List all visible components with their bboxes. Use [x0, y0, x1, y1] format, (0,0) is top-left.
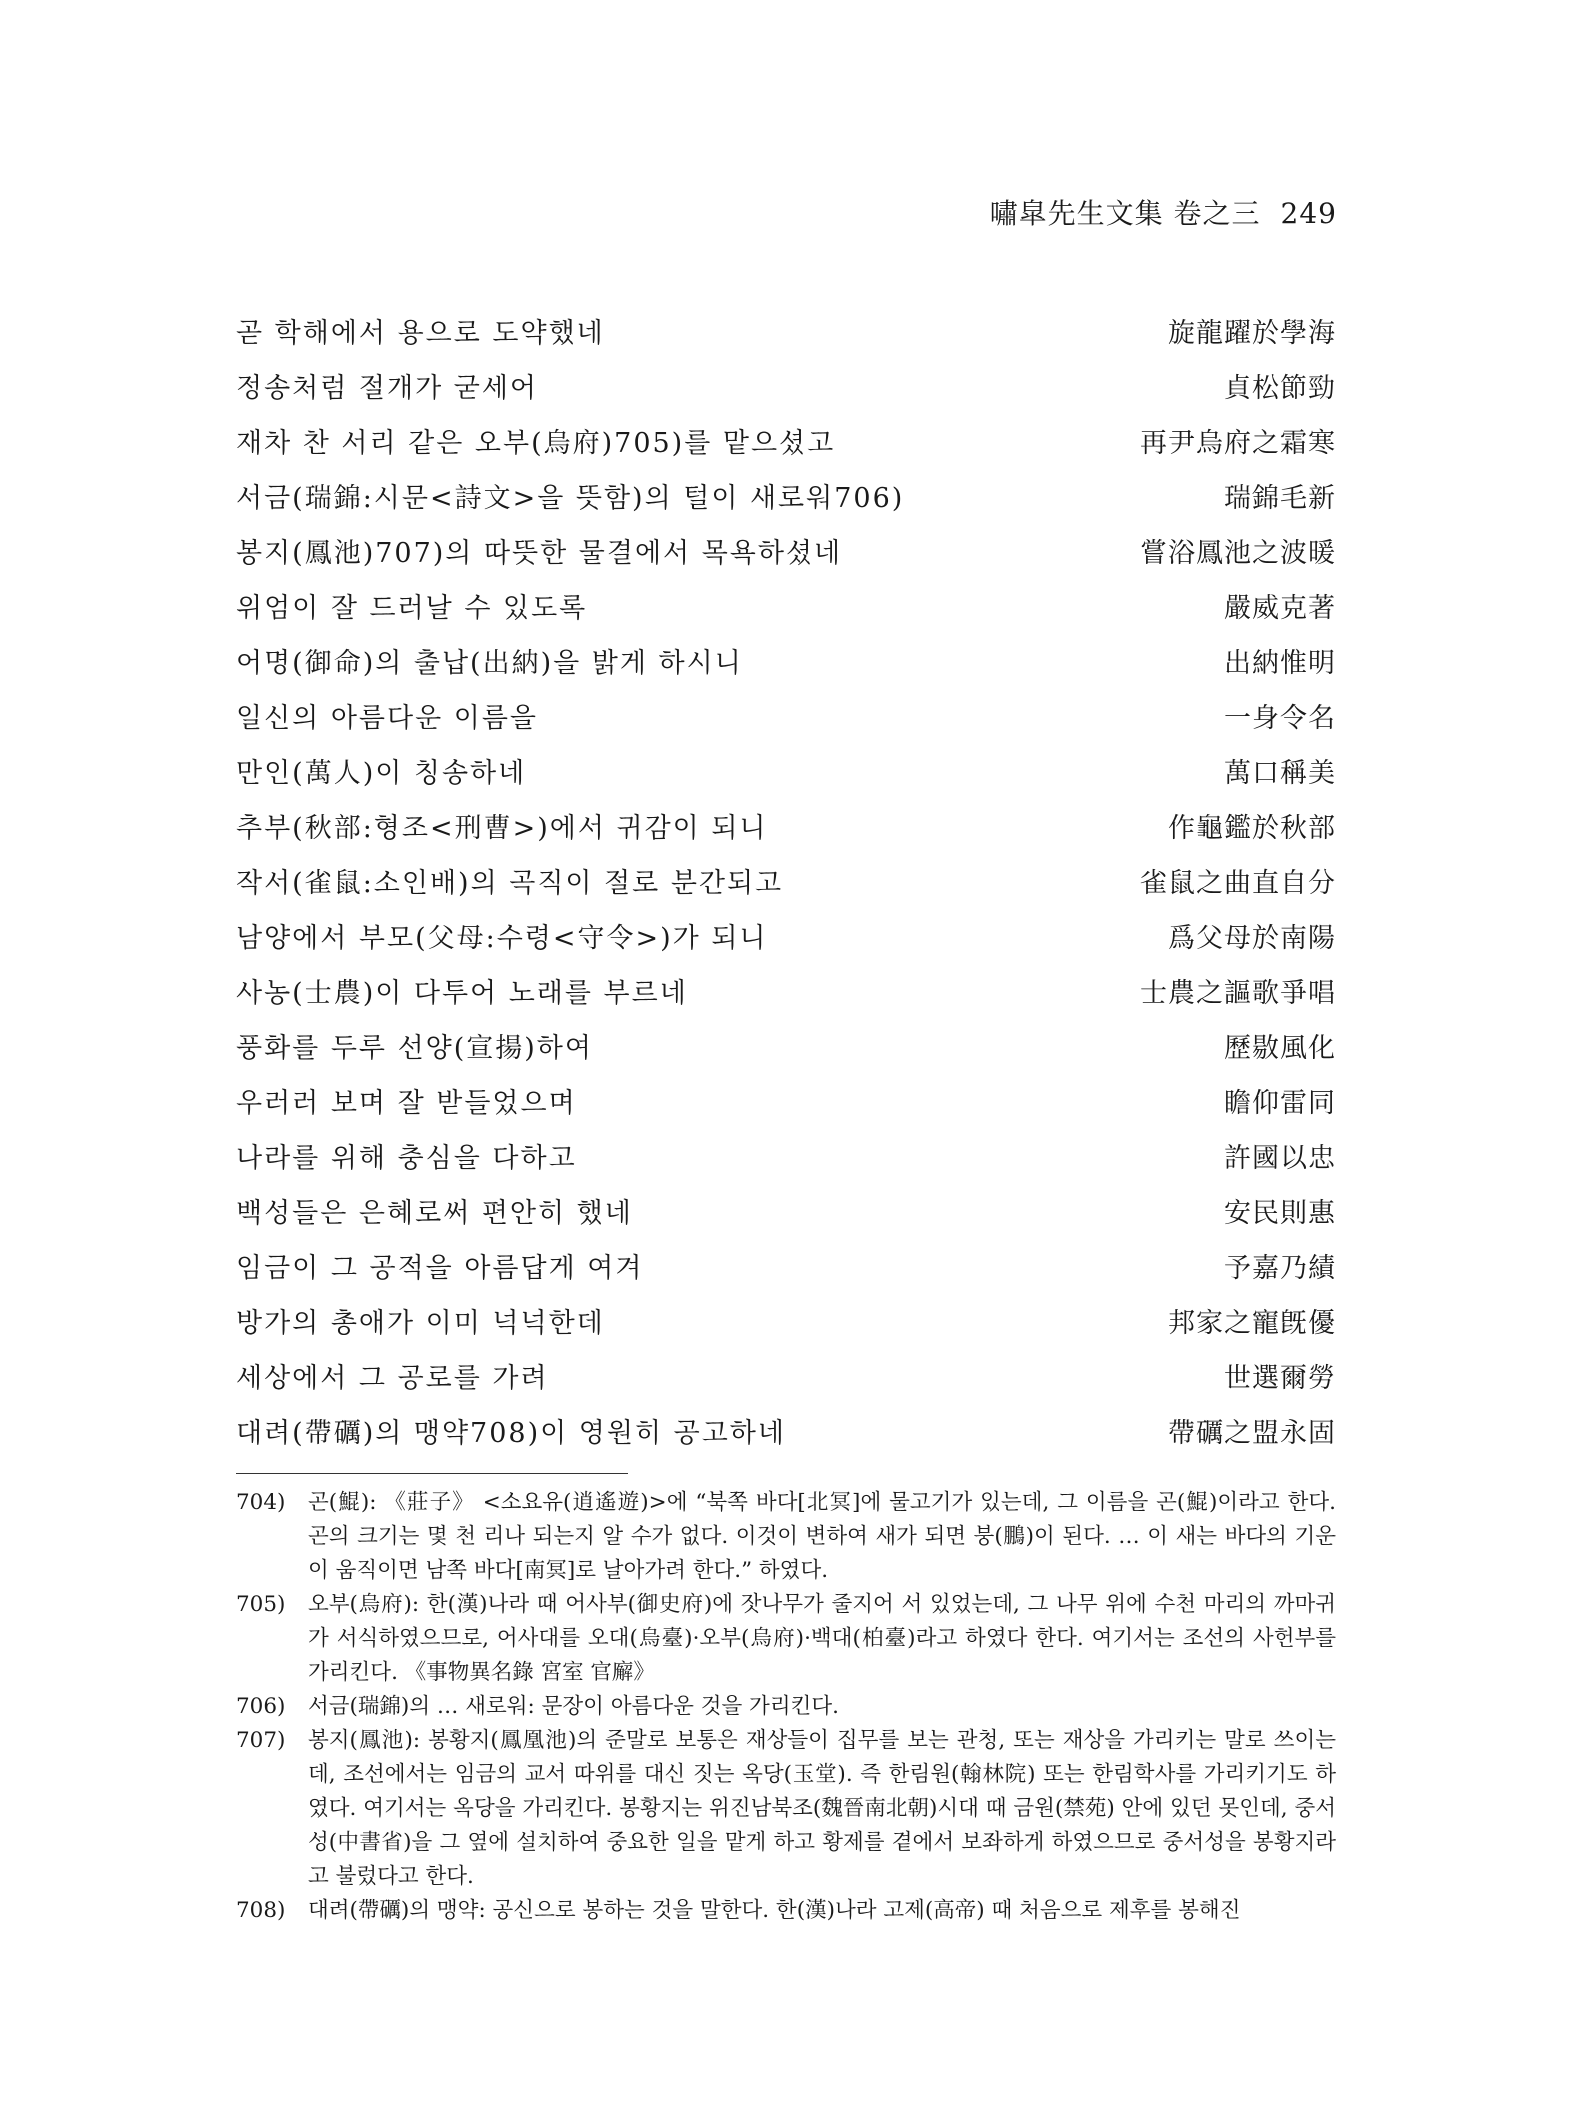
verse-chinese: 旋龍躍於學海 [1168, 318, 1336, 349]
verse-line [236, 746, 1336, 801]
verse-korean: 봉지(鳳池)707)의 따뜻한 물결에서 목욕하셨네 [236, 538, 843, 569]
verse-korean: 추부(秋部:형조<刑曹>)에서 귀감이 되니 [236, 813, 768, 844]
verse-korean: 어명(御命)의 출납(出納)을 밝게 하시니 [236, 648, 743, 679]
verse-korean: 사농(士農)이 다투어 노래를 부르네 [236, 978, 688, 1009]
verse-list [236, 306, 1336, 1461]
footnote [236, 1588, 1336, 1690]
verse-chinese: 一身令名 [1224, 703, 1336, 734]
footnote [236, 1690, 1336, 1724]
verse-line [236, 1296, 1336, 1351]
verse-line [236, 1021, 1336, 1076]
verse-chinese: 萬口稱美 [1224, 758, 1336, 789]
verse-chinese: 許國以忠 [1224, 1143, 1336, 1174]
verse-korean: 우러러 보며 잘 받들었으며 [236, 1088, 577, 1119]
verse-line [236, 471, 1336, 526]
footnote-divider [236, 1473, 628, 1474]
verse-chinese: 士農之謳歌爭唱 [1140, 978, 1336, 1009]
footnote-list [236, 1486, 1336, 1928]
verse-line [236, 966, 1336, 1021]
verse-line [236, 1186, 1336, 1241]
verse-chinese: 安民則惠 [1224, 1198, 1336, 1229]
footnote-text: 오부(烏府): 한(漢)나라 때 어사부(御史府)에 잣나무가 줄지어 서 있었는데, 그 나무 위에 수천 마리의 까마귀가 서식하였으므로, 어사대를 오대(烏臺)·오부(烏府)·백대(柏臺)라고 하였다 한다. 여기서는 조선의 사헌부를 가리킨다. 《事物異名錄 宮室 官廨》 [308, 1592, 1336, 1685]
verse-chinese: 貞松節勁 [1224, 373, 1336, 404]
footnote-text: 서금(瑞錦)의 … 새로워: 문장이 아름다운 것을 가리킨다. [308, 1694, 839, 1719]
verse-chinese: 嚴威克著 [1224, 593, 1336, 624]
verse-line [236, 361, 1336, 416]
verse-line [236, 691, 1336, 746]
verse-chinese: 帶礪之盟永固 [1168, 1418, 1336, 1449]
footnote-number: 707) [236, 1728, 286, 1753]
verse-korean: 남양에서 부모(父母:수령<守令>)가 되니 [236, 923, 768, 954]
verse-korean: 백성들은 은혜로써 편안히 했네 [236, 1198, 633, 1229]
verse-korean: 세상에서 그 공로를 가려 [236, 1363, 549, 1394]
verse-line [236, 911, 1336, 966]
verse-chinese: 世選爾勞 [1224, 1363, 1336, 1394]
verse-line [236, 1076, 1336, 1131]
verse-korean: 작서(雀鼠:소인배)의 곡직이 절로 분간되고 [236, 868, 784, 899]
verse-korean: 서금(瑞錦:시문<詩文>을 뜻함)의 털이 새로워706) [236, 483, 905, 514]
verse-chinese: 歷敭風化 [1224, 1033, 1336, 1064]
book-title: 嘯皐先生文集 卷之三 [989, 197, 1261, 230]
verse-korean: 방가의 총애가 이미 넉넉한데 [236, 1308, 605, 1339]
footnote-number: 705) [236, 1592, 286, 1617]
verse-line [236, 1241, 1336, 1296]
running-header [990, 192, 1337, 232]
verse-chinese: 瑞錦毛新 [1224, 483, 1336, 514]
verse-korean: 정송처럼 절개가 굳세어 [236, 373, 538, 404]
verse-line [236, 856, 1336, 911]
verse-chinese: 作龜鑑於秋部 [1168, 813, 1336, 844]
verse-korean: 일신의 아름다운 이름을 [236, 703, 538, 734]
verse-korean: 나라를 위해 충심을 다하고 [236, 1143, 577, 1174]
verse-korean: 풍화를 두루 선양(宣揚)하여 [236, 1033, 593, 1064]
verse-line [236, 526, 1336, 581]
footnote-text: 봉지(鳳池): 봉황지(鳳凰池)의 준말로 보통은 재상들이 집무를 보는 관청, 또는 재상을 가리키는 말로 쓰이는데, 조선에서는 임금의 교서 따위를 대신 짓는 옥당(玉堂). 즉 한림원(翰林院) 또는 한림학사를 가리키기도 하였다. 여기서는 옥당을 가리킨다. 봉황지는 위진남북조(魏晉南北朝)시대 때 금원(禁苑) 안에 있던 못인데, 중서성(中書省)을 그 옆에 설치하여 중요한 일을 맡게 하고 황제를 곁에서 보좌하게 하였으므로 중서성을 봉황지라고 불렀다고 한다. [308, 1728, 1336, 1889]
verse-korean: 임금이 그 공적을 아름답게 여겨 [236, 1253, 644, 1284]
verse-korean: 위엄이 잘 드러날 수 있도록 [236, 593, 588, 624]
verse-korean: 만인(萬人)이 칭송하네 [236, 758, 527, 789]
verse-chinese: 邦家之寵旣優 [1168, 1308, 1336, 1339]
verse-line [236, 801, 1336, 856]
verse-line [236, 581, 1336, 636]
verse-line [236, 1406, 1336, 1461]
verse-chinese: 再尹烏府之霜寒 [1140, 428, 1336, 459]
verse-line [236, 1131, 1336, 1186]
verse-chinese: 瞻仰雷同 [1224, 1088, 1336, 1119]
verse-korean: 대려(帶礪)의 맹약708)이 영원히 공고하네 [236, 1418, 786, 1449]
verse-chinese: 嘗浴鳳池之波暖 [1140, 538, 1336, 569]
verse-korean: 재차 찬 서리 같은 오부(烏府)705)를 맡으셨고 [236, 428, 836, 459]
footnote [236, 1724, 1336, 1894]
verse-line [236, 636, 1336, 691]
footnote-number: 704) [236, 1490, 286, 1515]
verse-korean: 곧 학해에서 용으로 도약했네 [236, 318, 605, 349]
verse-line [236, 306, 1336, 361]
footnote-number: 706) [236, 1694, 286, 1719]
verse-line [236, 1351, 1336, 1406]
page-number: 249 [1280, 197, 1337, 230]
footnote-number: 708) [236, 1898, 286, 1923]
verse-chinese: 出納惟明 [1224, 648, 1336, 679]
verse-chinese: 雀鼠之曲直自分 [1140, 868, 1336, 899]
footnote [236, 1486, 1336, 1588]
verse-line [236, 416, 1336, 471]
verse-chinese: 予嘉乃績 [1224, 1253, 1336, 1284]
footnote-text: 대려(帶礪)의 맹약: 공신으로 봉하는 것을 말한다. 한(漢)나라 고제(高帝) 때 처음으로 제후를 봉해진 [308, 1898, 1241, 1923]
footnote-text: 곤(鯤): 《莊子》 <소요유(逍遙遊)>에 “북쪽 바다[北冥]에 물고기가 있는데, 그 이름을 곤(鯤)이라고 한다. 곤의 크기는 몇 천 리나 되는지 알 수가 없다. 이것이 변하여 새가 되면 붕(鵬)이 된다. … 이 새는 바다의 기운이 움직이면 남쪽 바다[南冥]로 날아가려 한다.” 하였다. [308, 1490, 1336, 1583]
footnote [236, 1894, 1336, 1928]
verse-chinese: 爲父母於南陽 [1168, 923, 1336, 954]
